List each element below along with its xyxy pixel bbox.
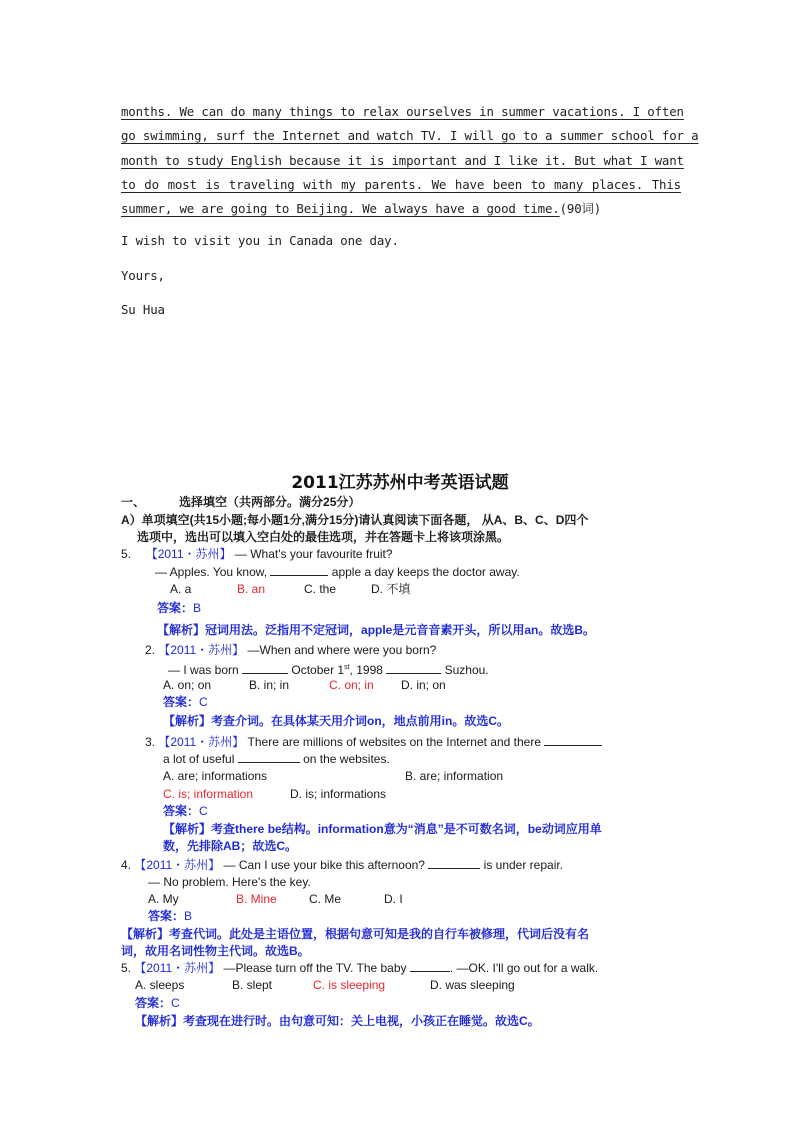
answer-blank	[242, 662, 288, 674]
letter-line: to do most is traveling with my parents. We have been to many places. This	[121, 176, 681, 192]
answer-line: 答案：B	[157, 601, 202, 615]
letter-line: go swimming, surf the Internet and watch TV. I will go to a summer school for a	[121, 128, 699, 144]
answer-blank	[410, 960, 450, 972]
analysis-line: 词，故用名词性物主代词。故选B。	[121, 944, 310, 958]
question-stem: — Apples. You know, apple a day keeps the doctor away.	[155, 565, 520, 579]
answer-blank	[544, 734, 602, 746]
word-count: (90词)	[559, 201, 602, 217]
question-stem: 2. 【2011・苏州】 —When and where were you born?	[145, 643, 437, 657]
section-heading: 一、 选择填空（共两部分。满分25分）	[121, 495, 361, 509]
answer-line: 答案：B	[148, 909, 193, 923]
question-stem: 3. 【2011・苏州】 There are millions of websites on the Internet and there	[145, 734, 602, 751]
part-a-instructions-1: A）单项填空(共15小题;每小题1分,满分15分)请认真阅读下面各题， 从A、B、C、D四个	[121, 513, 589, 527]
letter-line: summer, we are going to Beijing. We always have a good time.(90词)	[121, 201, 602, 217]
question-stem: — I was born October 1st, 1998 Suzhou.	[168, 663, 489, 677]
question-stem: a lot of useful on the websites.	[163, 752, 390, 766]
answer-blank	[270, 564, 328, 576]
letter-wish: I wish to visit you in Canada one day.	[121, 233, 399, 248]
answer-blank	[386, 662, 441, 674]
question-stem: 5. 【2011・苏州】 —Please turn off the TV. The baby . —OK. I'll go out for a walk.	[121, 961, 599, 975]
letter-line: month to study English because it is important and I like it. But what I want	[121, 152, 684, 168]
question-options: A. sleeps B. slept C. is sleeping D. was sleeping	[135, 978, 515, 992]
answer-blank	[238, 751, 300, 763]
letter-line: months. We can do many things to relax ourselves in summer vacations. I often	[121, 104, 684, 119]
analysis-line: 【解析】考查现在进行时。由句意可知：关上电视，小孩正在睡觉。故选C。	[135, 1014, 540, 1028]
question-stem: 4. 【2011・苏州】 — Can I use your bike this afternoon? is under repair.	[121, 858, 564, 872]
answer-line: 答案：C	[163, 695, 208, 709]
question-options: A. are; informations B. are; information	[163, 769, 504, 783]
analysis-line: 【解析】考查介词。在具体某天用介词on，地点前用in。故选C。	[163, 714, 510, 728]
answer-blank	[428, 857, 480, 869]
analysis-line: 【解析】考查代词。此处是主语位置，根据句意可知是我的自行车被修理，代词后没有名	[121, 927, 590, 941]
analysis-line: 【解析】冠词用法。泛指用不定冠词，apple是元音音素开头，所以用an。故选B。	[157, 623, 596, 637]
question-options: A. on; on B. in; in C. on; in D. in; on	[163, 678, 446, 692]
part-a-instructions-2: 选项中，选出可以填入空白处的最佳选项，并在答题卡上将该项涂黑。	[137, 530, 510, 544]
analysis-line: 【解析】考查there be结构。information意为“消息”是不可数名词，be动词应用单	[163, 822, 602, 836]
letter-body	[121, 100, 699, 221]
question-options: A. My B. Mine C. Me D. I	[148, 892, 403, 906]
question-stem: 5. 【2011・苏州】 — What's your favourite fruit?	[121, 547, 393, 561]
question-options: C. is; information D. is; informations	[163, 787, 387, 801]
letter-closing: Yours,	[121, 268, 165, 283]
question-options: A. a B. an C. the D. 不填	[170, 582, 411, 596]
page-title: 2011江苏苏州中考英语试题	[291, 473, 509, 493]
question-stem: — No problem. Here's the key.	[148, 875, 311, 889]
answer-line: 答案：C	[135, 996, 180, 1010]
letter-signature: Su Hua	[121, 302, 165, 317]
answer-line: 答案：C	[163, 804, 208, 818]
analysis-line: 数，先排除AB；故选C。	[163, 839, 297, 853]
